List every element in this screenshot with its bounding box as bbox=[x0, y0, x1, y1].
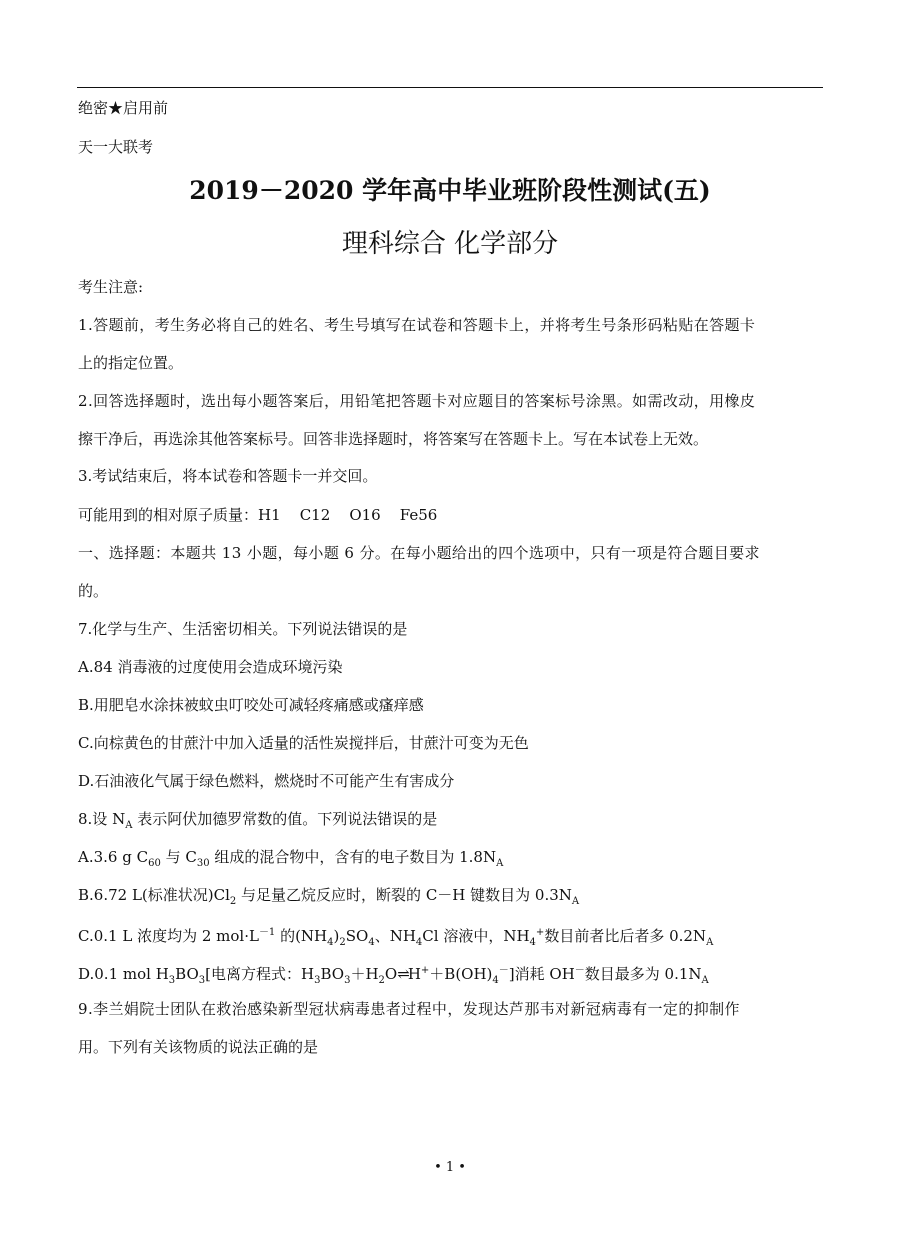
section-1-line-1: 一、选择题：本题共 13 小题，每小题 6 分。在每小题给出的四个选项中，只有一项是符合题目要求 bbox=[78, 544, 760, 562]
top-rule bbox=[77, 87, 823, 88]
notice-item-1-line-1: 1.答题前，考生务必将自己的姓名、考生号填写在试卷和答题卡上，并将考生号条形码粘贴在答题卡 bbox=[78, 316, 756, 334]
page-number: • 1 • bbox=[434, 1160, 466, 1175]
q7-option-b: B.用肥皂水涂抹被蚊虫叮咬处可减轻疼痛感或瘙痒感 bbox=[78, 696, 424, 714]
notice-item-2-line-1: 2.回答选择题时，选出每小题答案后，用铅笔把答题卡对应题目的答案标号涂黑。如需改动，用橡皮 bbox=[78, 392, 756, 410]
q7-stem: 7.化学与生产、生活密切相关。下列说法错误的是 bbox=[78, 620, 408, 638]
q8-option-b: B.6.72 L(标准状况)$Cl_2$ 与足量乙烷反应时，断裂的 C－H 键数目为 $0.3N_A$ bbox=[78, 886, 580, 907]
notice-item-1-line-2: 上的指定位置。 bbox=[78, 354, 184, 372]
notice-item-2-line-2: 擦干净后，再选涂其他答案标号。回答非选择题时，将答案写在答题卡上。写在本试卷上无效。 bbox=[78, 430, 709, 448]
q8-option-a: A.3.6 g $C_{60}$ 与 $C_{30}$ 组成的混合物中，含有的电子数目为 $1.8N_A$ bbox=[78, 848, 504, 869]
q9-line-2: 用。下列有关该物质的说法正确的是 bbox=[78, 1038, 319, 1056]
confidential-label: 绝密★启用前 bbox=[78, 99, 169, 117]
q9-line-1: 9.李兰娟院士团队在救治感染新型冠状病毒患者过程中，发现达芦那韦对新冠病毒有一定的抑制作 bbox=[78, 1000, 740, 1018]
q7-option-c: C.向棕黄色的甘蔗汁中加入适量的活性炭搅拌后，甘蔗汁可变为无色 bbox=[78, 734, 529, 752]
q8-option-d: D.0.1 mol $H_3BO_3$[电离方程式：$H_3BO_3+H_2O\rightleftharpoons H^++B(OH)_4^-$]消耗 OH－数目最多为 $0.1N_A$ bbox=[78, 965, 709, 986]
atomic-masses: 可能用到的相对原子质量：H1 C12 O16 Fe56 bbox=[78, 506, 438, 524]
exam-subtitle: 理科综合 化学部分 bbox=[341, 229, 559, 259]
exam-title: 2019－2020 学年高中毕业班阶段性测试(五) bbox=[189, 176, 711, 205]
notice-heading: 考生注意: bbox=[78, 278, 144, 296]
q7-option-d: D.石油液化气属于绿色燃料，燃烧时不可能产生有害成分 bbox=[78, 772, 455, 790]
equilibrium-arrow-icon: ⇌ bbox=[397, 965, 408, 983]
q7-option-a: A.84 消毒液的过度使用会造成环境污染 bbox=[78, 658, 343, 676]
q8-option-c: C.0.1 L 浓度均为 2 $mol\cdot L^{-1}$ 的$(NH_4)_2SO_4$、$NH_4Cl$ 溶液中，$NH_4^+$数目前者比后者多 $0.2N_A$ bbox=[78, 927, 714, 948]
notice-item-3: 3.考试结束后，将本试卷和答题卡一并交回。 bbox=[78, 467, 378, 485]
q8-stem: 8.设 $N_A$ 表示阿伏加德罗常数的值。下列说法错误的是 bbox=[78, 810, 438, 831]
section-1-line-2: 的。 bbox=[78, 582, 109, 600]
organizer-label: 天一大联考 bbox=[78, 138, 154, 156]
